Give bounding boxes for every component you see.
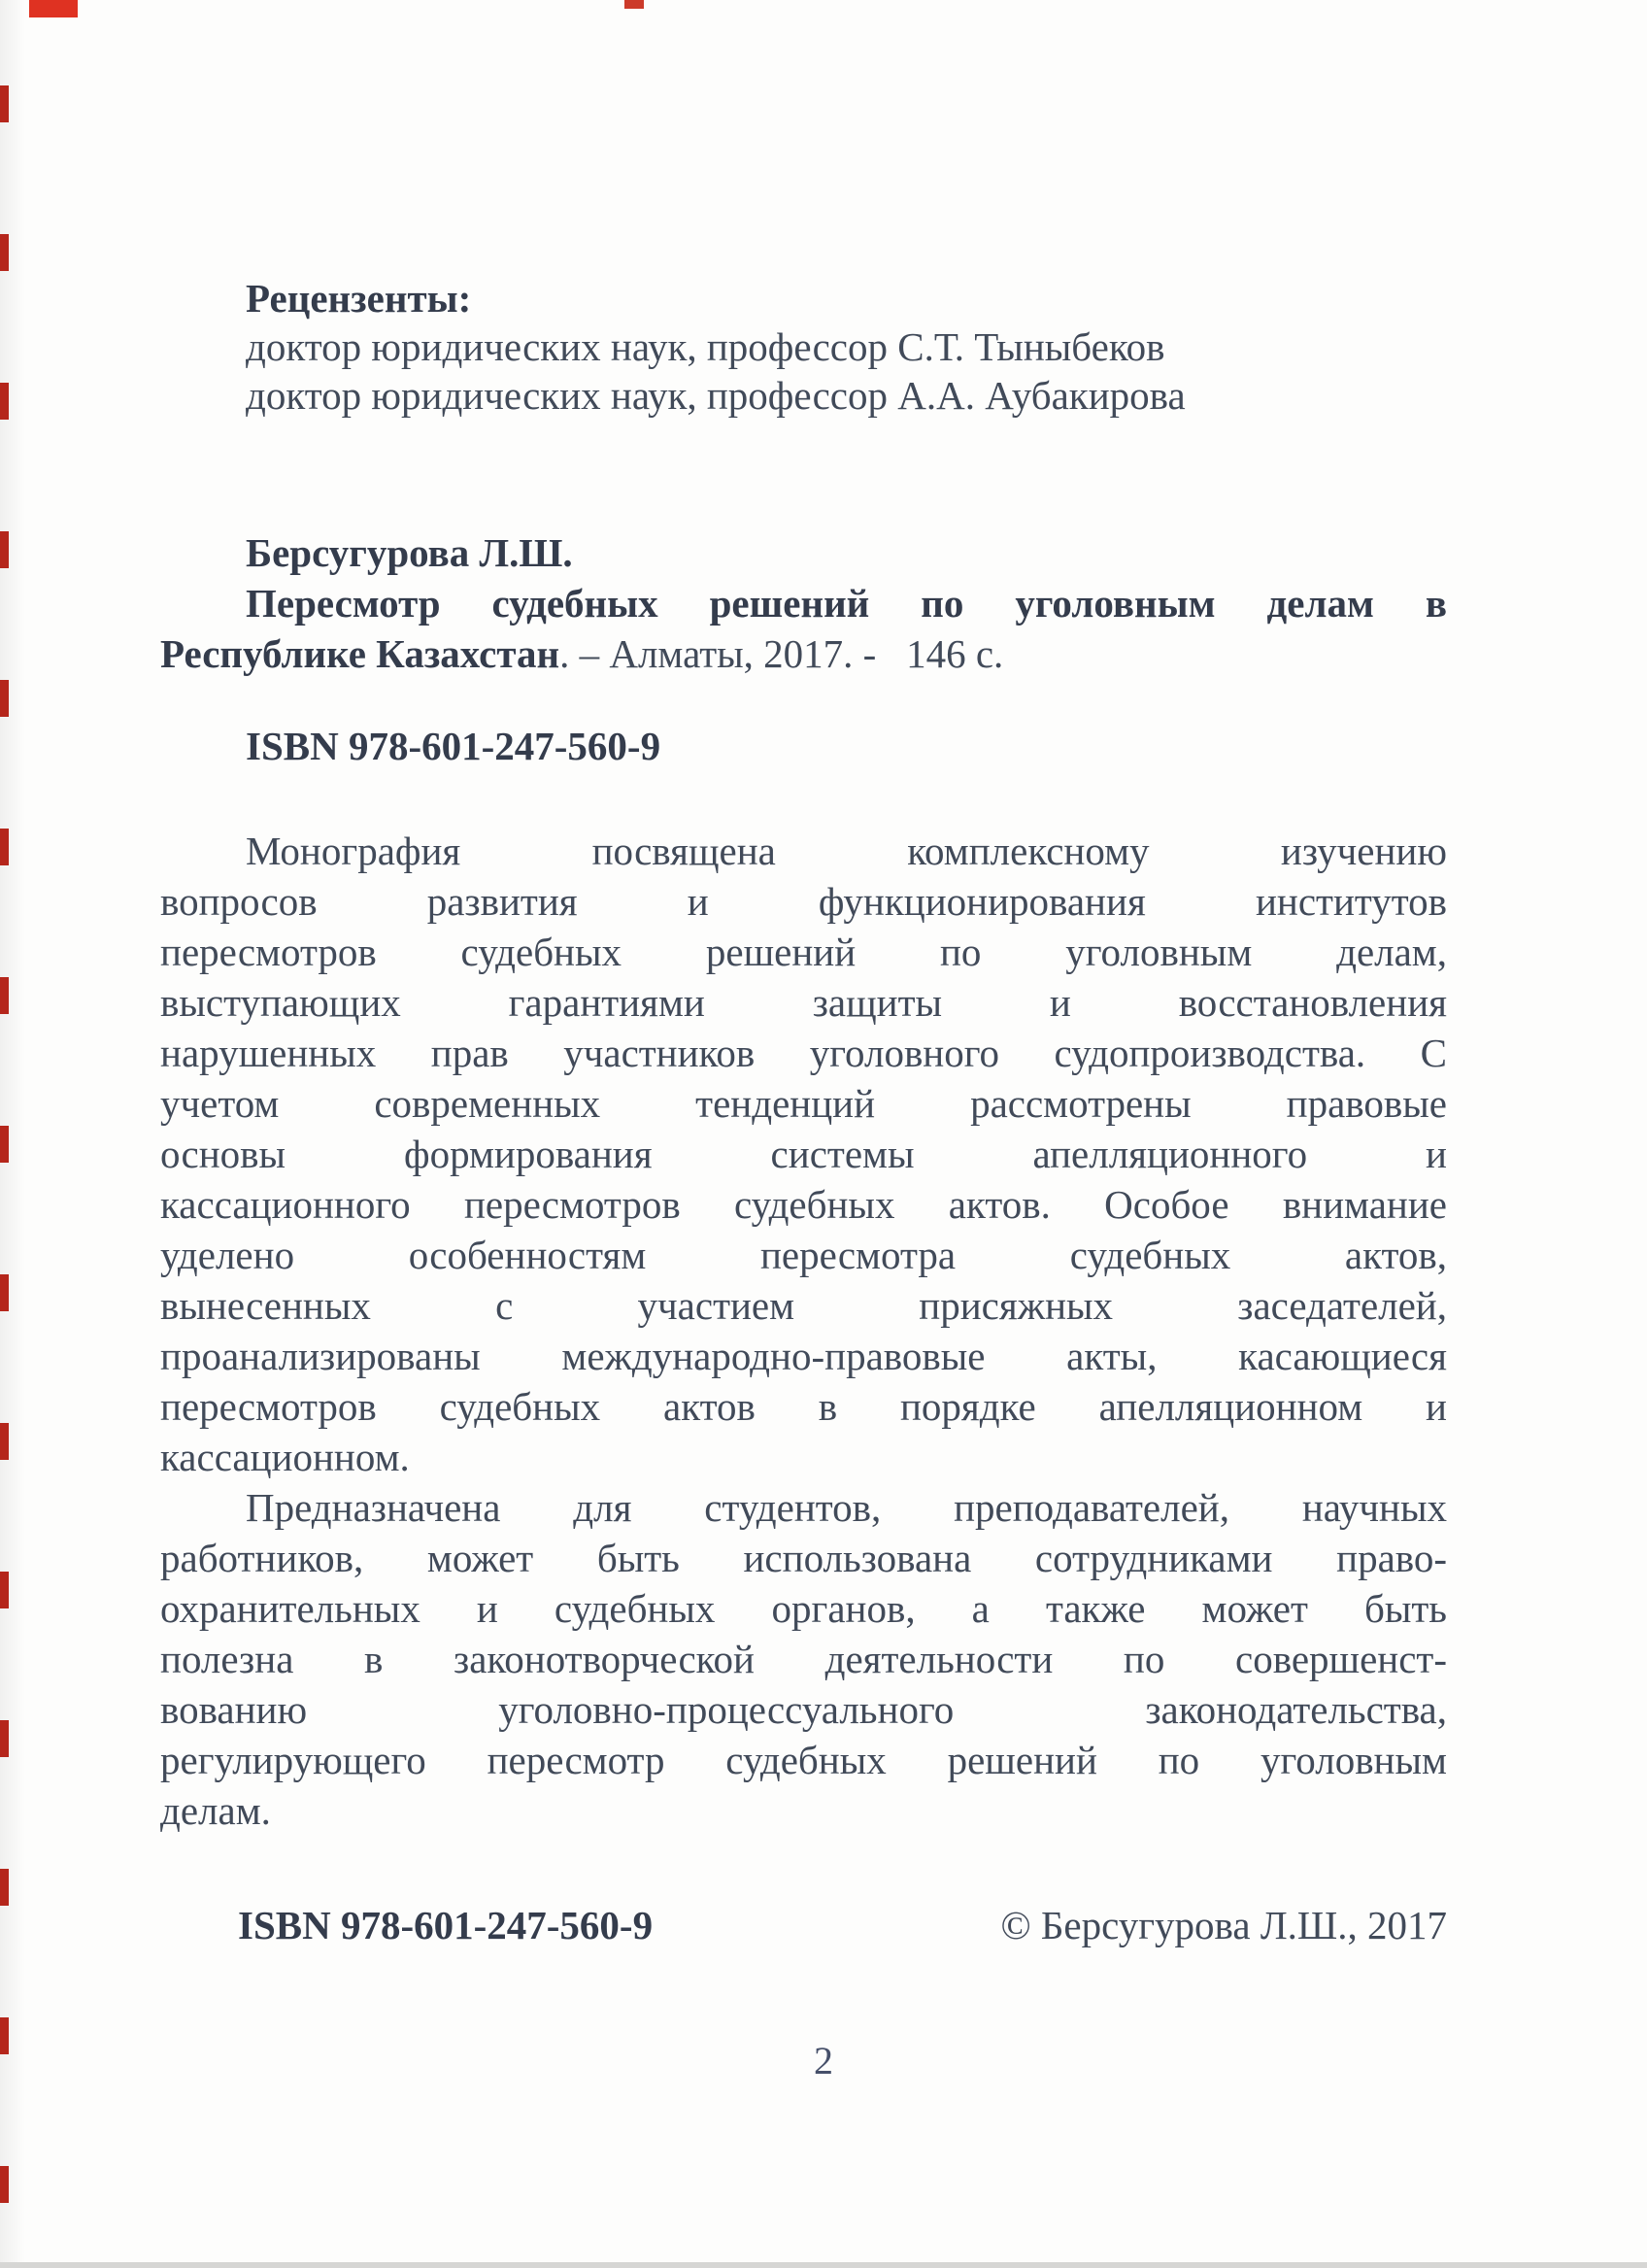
book-title-line1: Пересмотр судебных решений по уголовным делам в (246, 581, 1447, 626)
text-line: проанализированы международно-правовые акты, касающиеся (160, 1334, 1447, 1378)
text-line: регулирующего пересмотр судебных решений по уголовным (160, 1738, 1447, 1782)
book-title-rest: . – Алматы, 2017. - 146 с. (559, 631, 1004, 676)
text-line: Предназначена для студентов, преподавателей, научных (246, 1485, 1447, 1530)
text-line: вынесенных с участием присяжных заседателей, (160, 1283, 1447, 1328)
scan-artifact-red-ticks (0, 0, 9, 2268)
text-line: нарушенных прав участников уголовного судопроизводства. С (160, 1031, 1447, 1075)
annotation-paragraph-1 (160, 826, 1447, 1482)
scan-artifact-top (624, 0, 644, 9)
footer-block (160, 1902, 1447, 1948)
isbn-heading: ISBN 978-601-247-560-9 (246, 724, 661, 768)
text-line: вопросов развития и функционирования институтов (160, 879, 1447, 924)
text-line: доктор юридических наук, профессор А.А. Аубакирова (246, 373, 1186, 418)
page-number: 2 (814, 2039, 833, 2082)
text-line: доктор юридических наук, профессор С.Т. Тыныбеков (246, 324, 1165, 369)
reviewers-list (160, 322, 1447, 420)
scan-edge-bottom (0, 2262, 1647, 2268)
annotation-paragraph-2 (160, 1482, 1447, 1836)
scan-artifact-corner (29, 0, 78, 17)
text-line: учетом современных тенденций рассмотрены правовые (160, 1081, 1447, 1126)
annotation-block (160, 826, 1447, 1836)
footer-isbn: ISBN 978-601-247-560-9 (238, 1903, 654, 1947)
text-line: пересмотров судебных решений по уголовным делам, (160, 930, 1447, 974)
text-line: охранительных и судебных органов, а также может быть (160, 1586, 1447, 1631)
reviewers-block (160, 274, 1447, 420)
text-line: уделено особенностям пересмотра судебных актов, (160, 1233, 1447, 1277)
reviewers-heading: Рецензенты: (246, 276, 472, 321)
book-title-bold: Республике Казахстан (160, 631, 560, 676)
book-title-line2 (160, 628, 1447, 679)
text-line: вованию уголовно-процессуального законодательства, (160, 1687, 1447, 1732)
text-line: кассационном. (160, 1435, 410, 1479)
text-line: выступающих гарантиями защиты и восстановления (160, 980, 1447, 1025)
author-name: Берсугурова Л.Ш. (246, 530, 573, 575)
text-line: работников, может быть использована сотрудниками право- (160, 1536, 1447, 1580)
text-line: делам. (160, 1788, 271, 1833)
text-line: Монография посвящена комплексному изучению (246, 829, 1447, 873)
footer-copyright: © Берсугурова Л.Ш., 2017 (1000, 1903, 1447, 1947)
text-line: полезна в законотворческой деятельности по совершенст- (160, 1637, 1447, 1681)
isbn-heading-block (160, 721, 1447, 771)
text-line: основы формирования системы апелляционного и (160, 1132, 1447, 1176)
imprint-block (160, 527, 1447, 679)
text-line: пересмотров судебных актов в порядке апелляционном и (160, 1384, 1447, 1429)
text-line: кассационного пересмотров судебных актов. Особое внимание (160, 1182, 1447, 1227)
